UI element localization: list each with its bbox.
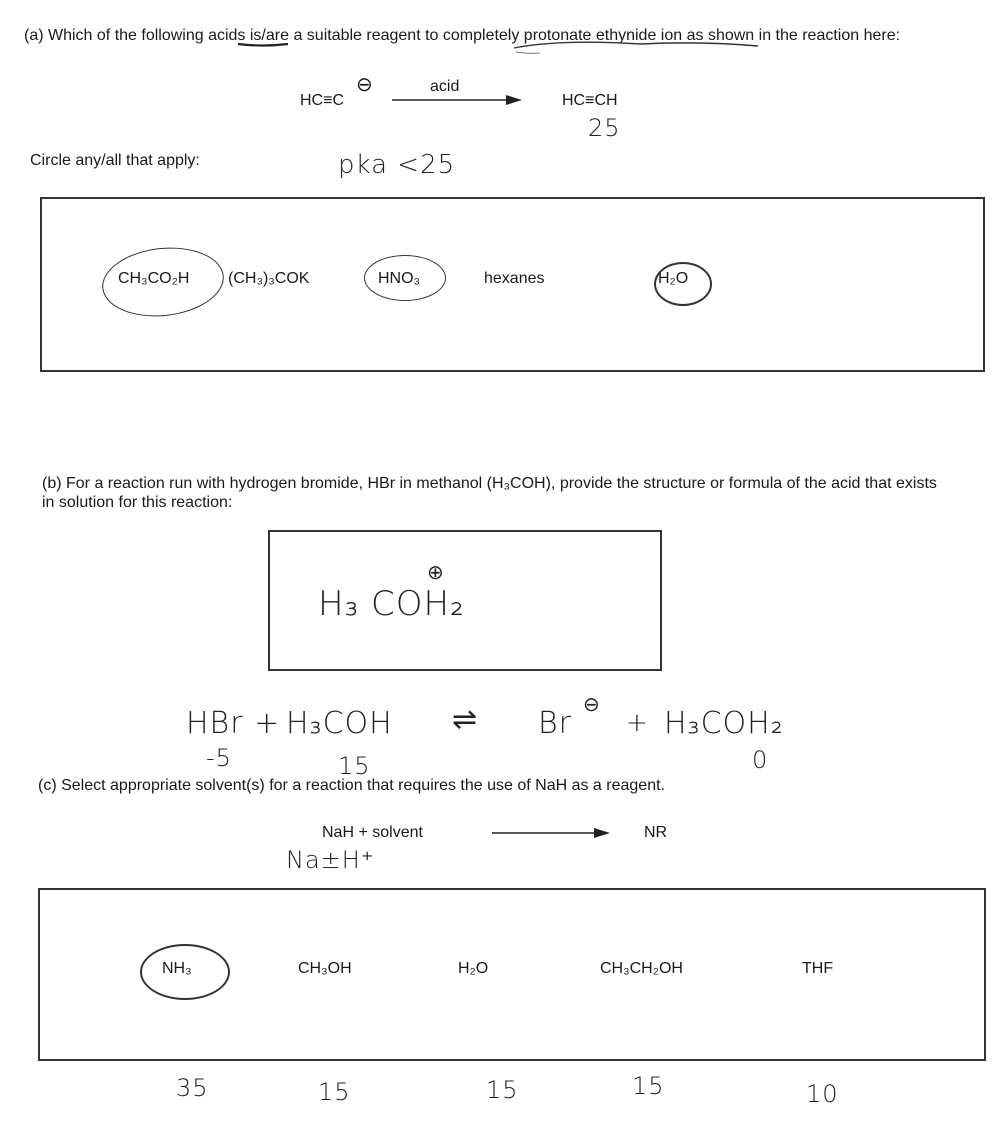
arrow-label-acid: acid [430,78,460,95]
underline-completely-protonate [514,42,758,48]
handwritten-pka-methanol-c: 15 [318,1078,351,1106]
handwritten-pka-25: 25 [588,114,621,142]
option-water-c[interactable]: H₂O [458,960,489,977]
question-a-text: (a) Which of the following acids is/are a suitable reagent to completely protonate ethynide ion as shown in the reaction here: [24,27,901,44]
reactant-ethynide: HC≡C [300,92,344,109]
circle-mark-ammonia [140,944,230,1000]
circle-mark-water-a [654,262,712,306]
negative-charge-symbol: ⊖ [356,74,373,96]
handwritten-equation-methanol: H₃COH [286,706,393,741]
handwritten-pka-thf: 10 [806,1080,839,1108]
handwritten-plus: + [626,708,649,738]
handwritten-equilibrium-arrow: ⇌ [452,702,479,737]
reaction-arrow-c [492,827,610,839]
option-ammonia[interactable]: NH₃ [162,960,192,977]
handwritten-pka-methanol: 15 [338,752,371,780]
handwritten-pka-water-c: 15 [486,1076,519,1104]
option-thf[interactable]: THF [802,960,834,977]
option-water-a[interactable]: H₂O [658,270,689,287]
handwritten-pka-ammonia: 35 [176,1074,209,1102]
circle-mark-nitric-acid [364,255,446,301]
handwritten-bromide-charge: ⊖ [583,692,601,716]
handwritten-pka-ethanol: 15 [632,1072,665,1100]
option-potassium-tert-butoxide[interactable]: (CH₃)₃COK [228,270,310,287]
handwritten-pka-hbr: -5 [206,744,232,772]
handwritten-equation-hbr: HBr + [186,706,281,741]
option-ethanol[interactable]: CH₃CH₂OH [600,960,683,977]
circle-instruction: Circle any/all that apply: [30,152,200,169]
handwritten-answer-b: H₃ COH₂ [318,584,465,624]
reaction-arrow-a [392,94,522,106]
product-acetylene: HC≡CH [562,92,618,109]
option-methanol[interactable]: CH₃OH [298,960,352,977]
handwritten-pka-oxonium: 0 [752,746,769,774]
handwritten-nah-ions: Na±H⁺ [286,846,375,874]
option-acetic-acid[interactable]: CH₃CO₂H [118,270,190,287]
reaction-c-left: NaH + solvent [322,824,423,841]
handwritten-pka-note: pka <25 [338,150,456,180]
handwritten-positive-charge: ⊕ [427,560,445,584]
handwritten-methyloxonium: H₃COH₂ [664,706,784,741]
option-hexanes[interactable]: hexanes [484,270,545,287]
question-c-text: (c) Select appropriate solvent(s) for a reaction that requires the use of NaH as a reagent. [38,777,665,794]
option-nitric-acid[interactable]: HNO₃ [378,270,421,287]
underline-acids [238,44,288,46]
reaction-c-no-reaction: NR [644,824,668,841]
underline-extra [516,52,540,53]
question-b-text: (b) For a reaction run with hydrogen bromide, HBr in methanol (H₃COH), provide the structure or formula of the acid that exists in solution for this reaction: [42,475,937,511]
handwritten-bromide: Br [538,706,572,741]
